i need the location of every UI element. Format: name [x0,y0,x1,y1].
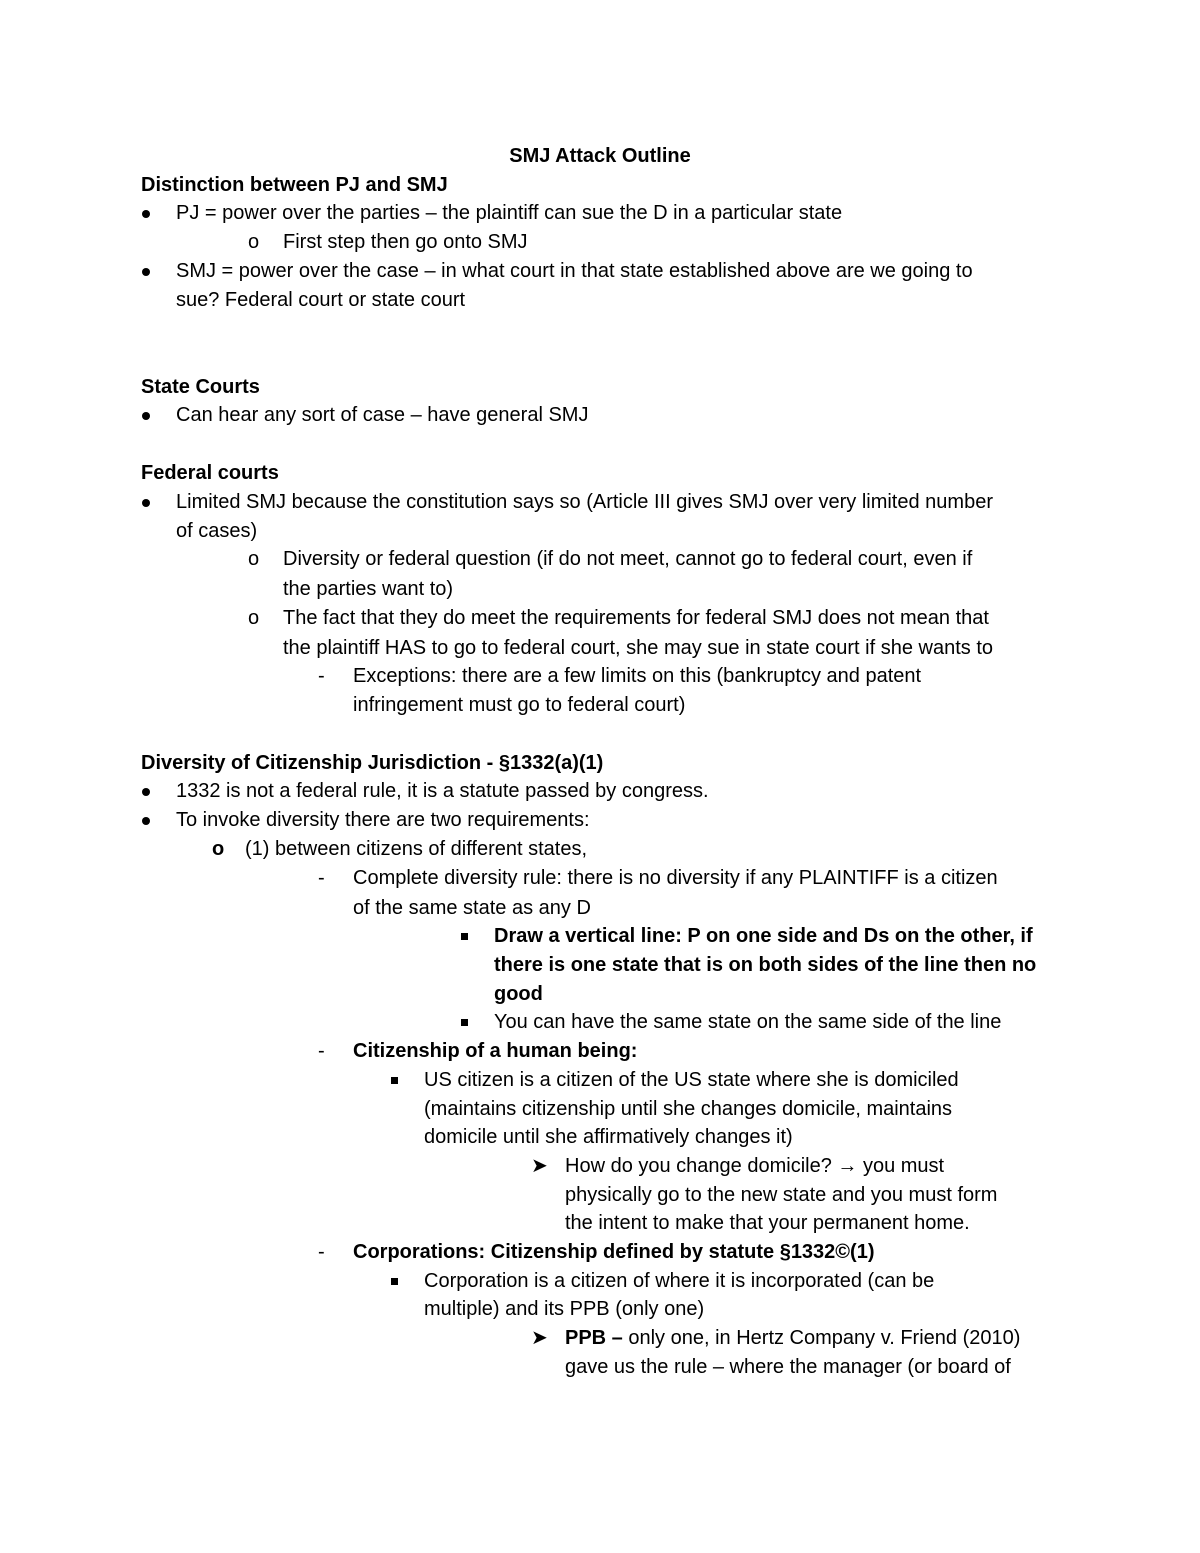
heading-text: State Courts [141,376,260,398]
item-text [565,1324,1020,1353]
item-text: Can hear any sort of case – have general SMJ [176,404,589,426]
item-text: of the same state as any D [353,897,591,919]
item-text: 1332 is not a federal rule, it is a statute passed by congress. [176,780,709,802]
bullet-dot [142,199,150,228]
item-text: (1) between citizens of different states, [245,838,588,860]
item-text-rest: only one, in Hertz Company v. Friend (2010) [622,1327,1021,1349]
bullet-dot [142,488,150,517]
item-text: Limited SMJ because the constitution says so (Article III gives SMJ over very limited number [176,491,993,513]
bullet-dot [142,777,150,806]
item-text: Corporation is a citizen of where it is incorporated (can be [424,1270,935,1292]
item-text: good [494,983,543,1005]
item-text: US citizen is a citizen of the US state where she is domiciled [424,1069,959,1091]
bullet-dash: - [318,867,325,889]
bullet-dot [142,401,150,430]
item-text: the intent to make that your permanent home. [565,1212,970,1234]
item-text: Draw a vertical line: P on one side and Ds on the other, if [494,925,1033,947]
item-text: domicile until she affirmatively changes it) [424,1126,793,1148]
bullet-circle: o [248,548,260,570]
item-text: infringement must go to federal court) [353,694,686,716]
item-text: Corporations: Citizenship defined by statute §1332©(1) [353,1241,875,1263]
bullet-circle: o [248,231,260,253]
item-text: the plaintiff HAS to go to federal court, she may sue in state court if she wants to [283,637,994,659]
item-text: Citizenship of a human being: [353,1040,638,1062]
item-text: Exceptions: there are a few limits on this (bankruptcy and patent [353,665,922,687]
item-text: gave us the rule – where the manager (or board of [565,1356,1011,1378]
item-text: You can have the same state on the same side of the line [494,1011,1002,1033]
item-text: Diversity or federal question (if do not meet, cannot go to federal court, even if [283,548,973,570]
heading-text: Diversity of Citizenship Jurisdiction - §1332(a)(1) [141,752,604,774]
item-text: the parties want to) [283,578,454,600]
bullet-dash: - [318,1241,325,1263]
item-text: SMJ = power over the case – in what court in that state established above are we going to [176,260,973,282]
item-text: physically go to the new state and you must form [565,1184,998,1206]
page-title: SMJ Attack Outline [509,145,691,167]
arrow-bullet-icon: ➤ [531,1155,548,1177]
bullet-dot [142,806,150,835]
term-ppb: PPB – [565,1327,623,1349]
item-text: Complete diversity rule: there is no diversity if any PLAINTIFF is a citizen [353,867,998,889]
item-text: of cases) [176,520,258,542]
heading-text: Distinction between PJ and SMJ [141,174,448,196]
heading-text: Federal courts [141,462,279,484]
item-text: sue? Federal court or state court [176,289,466,311]
bullet-dash: - [318,1040,325,1062]
item-text: (maintains citizenship until she changes domicile, maintains [424,1098,953,1120]
item-text: PJ = power over the parties – the plaintiff can sue the D in a particular state [176,202,843,224]
bullet-square [391,1066,398,1095]
item-text: The fact that they do meet the requirements for federal SMJ does not mean that [283,607,989,629]
bullet-square [461,1008,468,1037]
item-text: there is one state that is on both sides of the line then no [494,954,1037,976]
bullet-circle: o [248,607,260,629]
item-text: First step then go onto SMJ [283,231,528,253]
item-text: To invoke diversity there are two requirements: [176,809,590,831]
bullet-square [391,1267,398,1296]
bullet-dash: - [318,665,325,687]
item-text: multiple) and its PPB (only one) [424,1298,705,1320]
bullet-circle-bold: o [212,838,225,860]
bullet-dot [142,257,150,286]
arrow-bullet-icon: ➤ [531,1327,548,1349]
bullet-square [461,922,468,951]
item-text: How do you change domicile? → you must [565,1155,945,1177]
